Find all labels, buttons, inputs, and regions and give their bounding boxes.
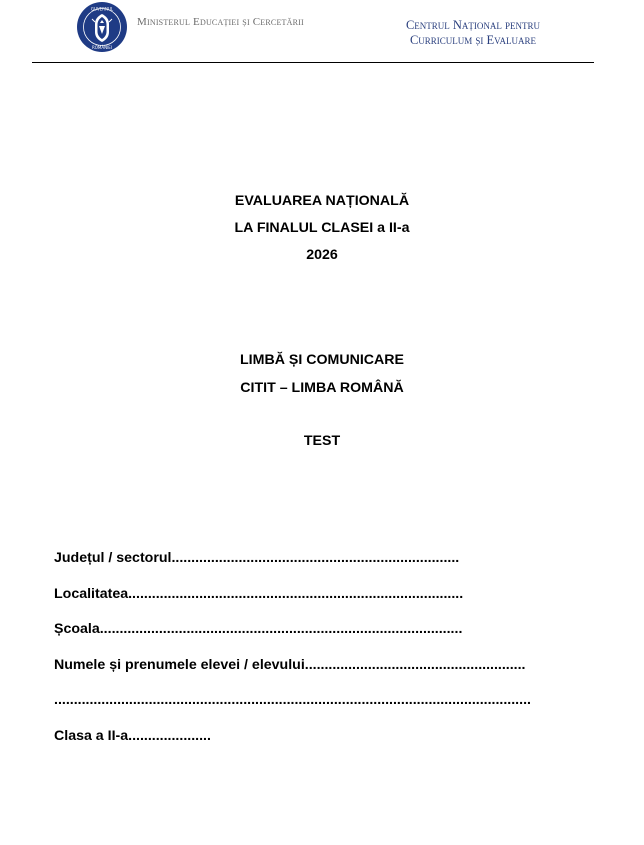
ministry-name: Ministerul Educației și Cercetării: [137, 16, 304, 28]
document-header: [0, 0, 644, 64]
svg-text:GUVERNUL: GUVERNUL: [90, 6, 114, 12]
romanian-government-crest-icon: [76, 1, 128, 53]
subject-line-1: LIMBĂ ȘI COMUNICARE: [240, 352, 404, 368]
field-county-sector[interactable]: Județul / sectorul.........................................................................: [54, 550, 460, 566]
exam-year: 2026: [306, 247, 338, 263]
subject-title: [0, 346, 644, 402]
student-info-fields: [54, 545, 567, 758]
exam-title: [0, 188, 644, 269]
exam-title-line-2: LA FINALUL CLASEI a II-a: [234, 220, 410, 236]
field-student-name-continued[interactable]: .........................................................................................................................: [54, 692, 531, 708]
field-class[interactable]: Clasa a II-a.....................: [54, 727, 211, 744]
field-student-name[interactable]: Numele și prenumele elevei / elevului........................................................: [54, 656, 526, 673]
test-label-text: TEST: [303, 433, 341, 449]
test-label: [0, 428, 644, 455]
header-divider: [32, 62, 594, 63]
subject-line-2: CITIT – LIMBA ROMÂNĂ: [240, 380, 404, 396]
evaluation-center-line-2: Curriculum și Evaluare: [409, 33, 537, 47]
exam-title-line-1: EVALUAREA NAȚIONALĂ: [234, 193, 410, 209]
field-locality[interactable]: Localitatea.....................................................................................: [54, 585, 464, 602]
svg-text:ROMÂNIEI: ROMÂNIEI: [92, 45, 112, 50]
field-school[interactable]: Școala............................................................................................: [54, 621, 463, 637]
evaluation-center-name: [388, 18, 558, 48]
evaluation-center-line-1: Centrul Național pentru: [405, 18, 541, 32]
